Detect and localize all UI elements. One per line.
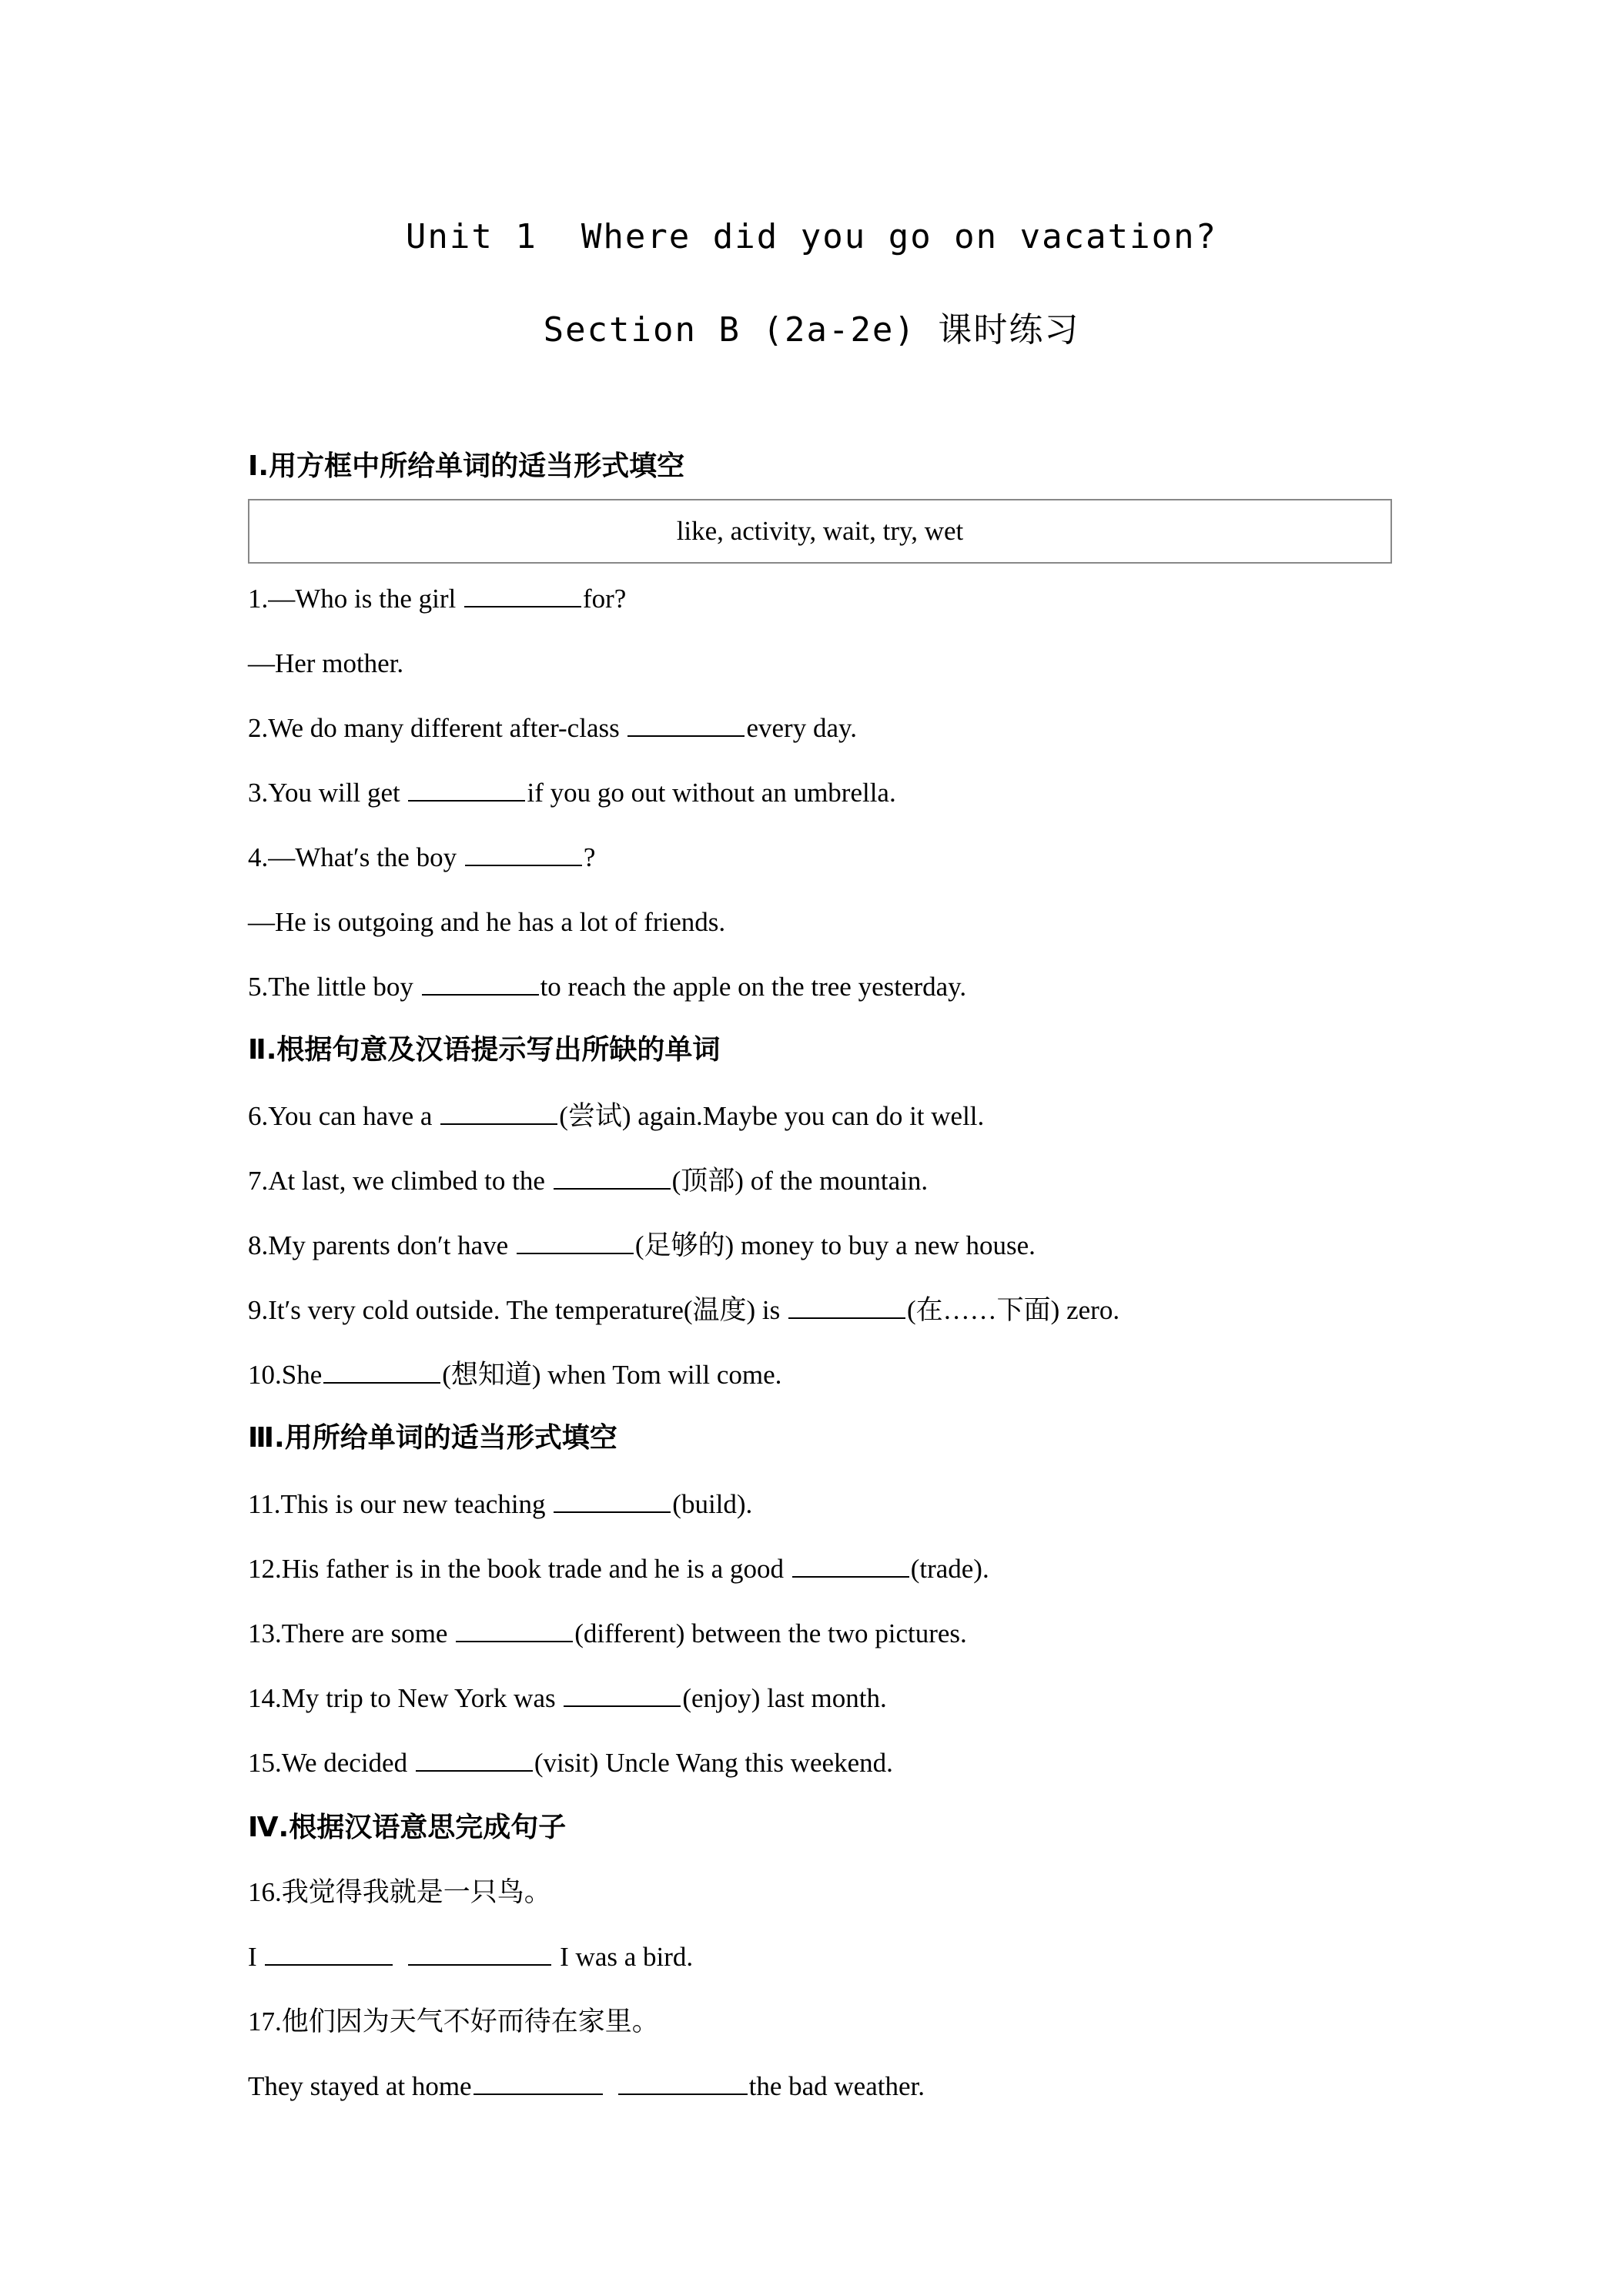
- answer-blank[interactable]: [265, 1941, 393, 1966]
- question-8: 8.My parents don′t have (足够的) money to buy a new house.: [248, 1230, 1036, 1260]
- question-12: 12.His father is in the book trade and he is a good (trade).: [248, 1554, 989, 1584]
- question-2: 2.We do many different after-class every day.: [248, 713, 857, 743]
- answer-blank[interactable]: [416, 1747, 533, 1772]
- answer-blank[interactable]: [408, 1941, 551, 1966]
- answer-blank[interactable]: [618, 2070, 748, 2095]
- answer-blank[interactable]: [788, 1294, 905, 1319]
- answer-blank[interactable]: [323, 1359, 440, 1384]
- answer-blank[interactable]: [464, 583, 581, 607]
- word-box-text: like, activity, wait, try, wet: [676, 516, 964, 546]
- page-title: Unit 1 Where did you go on vacation?: [405, 217, 1218, 256]
- question-4-answer: —He is outgoing and he has a lot of friends.: [248, 907, 726, 937]
- answer-blank[interactable]: [465, 842, 582, 866]
- word-box: [248, 499, 1392, 564]
- question-17: They stayed at home the bad weather.: [248, 2071, 925, 2101]
- question-3: 3.You will get if you go out without an umbrella.: [248, 778, 896, 808]
- question-7: 7.At last, we climbed to the (顶部) of the mountain.: [248, 1166, 929, 1196]
- answer-blank[interactable]: [554, 1165, 671, 1190]
- question-9: 9.It′s very cold outside. The temperature(温度) is (在……下面) zero.: [248, 1295, 1120, 1325]
- question-10: 10.She (想知道) when Tom will come.: [248, 1360, 782, 1390]
- answer-blank[interactable]: [440, 1100, 557, 1125]
- question-15: 15.We decided (visit) Uncle Wang this weekend.: [248, 1748, 893, 1778]
- section-1-heading: Ⅰ.用方框中所给单词的适当形式填空: [248, 450, 685, 482]
- answer-blank[interactable]: [554, 1488, 671, 1513]
- question-1: 1.—Who is the girl for?: [248, 584, 627, 614]
- section-3-heading: Ⅲ.用所给单词的适当形式填空: [248, 1422, 617, 1454]
- answer-blank[interactable]: [422, 971, 539, 996]
- section-2-heading: Ⅱ.根据句意及汉语提示写出所缺的单词: [248, 1034, 721, 1066]
- answer-blank[interactable]: [627, 712, 745, 737]
- answer-blank[interactable]: [564, 1682, 681, 1707]
- answer-blank[interactable]: [517, 1230, 634, 1254]
- section-4-heading: Ⅳ.根据汉语意思完成句子: [248, 1812, 567, 1843]
- question-16-chinese: 16.我觉得我就是一只鸟。: [248, 1877, 551, 1907]
- question-17-chinese: 17.他们因为天气不好而待在家里。: [248, 2006, 659, 2037]
- question-16: I I was a bird.: [248, 1942, 694, 1972]
- answer-blank[interactable]: [408, 777, 525, 802]
- question-1-answer: —Her mother.: [248, 648, 404, 678]
- question-4: 4.—What′s the boy ?: [248, 842, 596, 872]
- question-14: 14.My trip to New York was (enjoy) last month.: [248, 1683, 887, 1713]
- answer-blank[interactable]: [792, 1553, 909, 1578]
- answer-blank[interactable]: [456, 1618, 573, 1642]
- question-5: 5.The little boy to reach the apple on the tree yesterday.: [248, 972, 967, 1002]
- question-6: 6.You can have a (尝试) again.Maybe you can do it well.: [248, 1101, 985, 1131]
- answer-blank[interactable]: [474, 2070, 603, 2095]
- question-11: 11.This is our new teaching (build).: [248, 1489, 753, 1519]
- question-13: 13.There are some (different) between the two pictures.: [248, 1618, 967, 1648]
- page-subtitle: Section B (2a-2e) 课时练习: [543, 310, 1080, 350]
